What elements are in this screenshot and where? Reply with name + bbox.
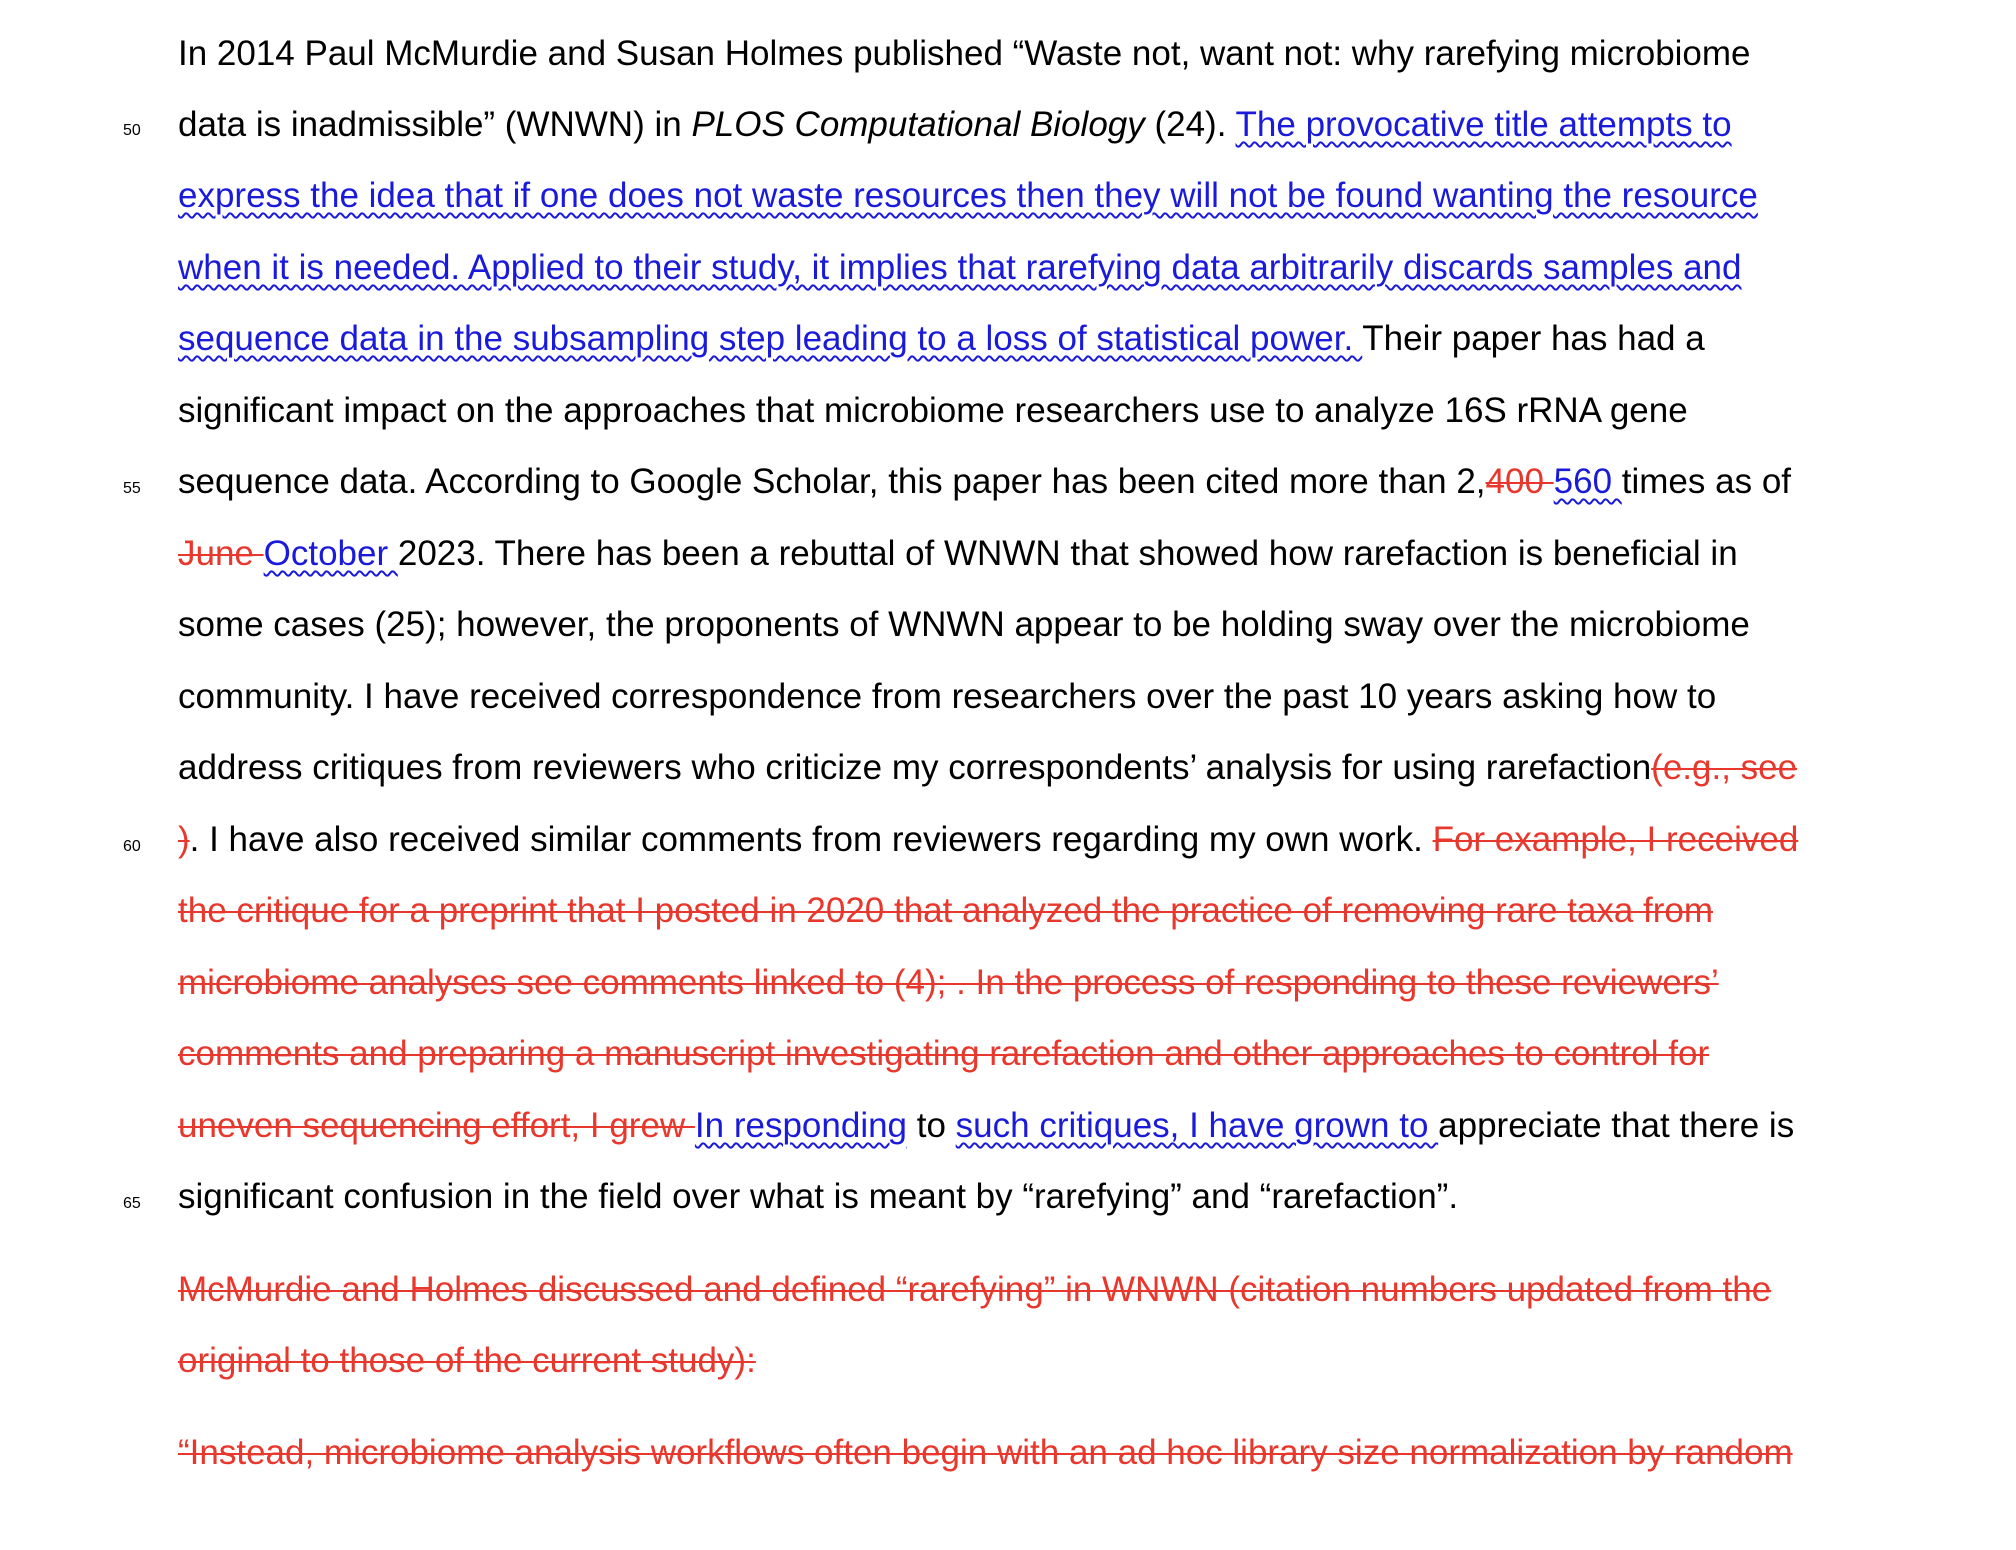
text-run: times as of bbox=[1621, 462, 1792, 501]
text-line-2 bbox=[178, 103, 1732, 147]
text-line-18 bbox=[178, 1268, 1771, 1312]
text-line-17 bbox=[178, 1175, 1458, 1219]
text-line-13 bbox=[178, 889, 1713, 933]
text-run: 2023. There has been a rebuttal of WNWN that showed how rarefaction is beneficial in bbox=[397, 534, 1738, 573]
line-number-65: 65 bbox=[123, 1195, 141, 1212]
journal-title: PLOS Computational Biology bbox=[691, 105, 1145, 144]
deleted-text[interactable]: “Instead, microbiome analysis workflows often begin with an ad hoc library size normalization by random bbox=[178, 1433, 1793, 1472]
text-run: some cases (25); however, the proponents of WNWN appear to be holding sway over the microbiome bbox=[178, 605, 1750, 644]
deleted-text[interactable]: 400 bbox=[1485, 462, 1554, 501]
text-line-12 bbox=[178, 818, 1798, 862]
inserted-text[interactable]: In responding bbox=[694, 1106, 908, 1145]
inserted-text[interactable]: express the idea that if one does not waste resources then they will not be found wanting the resource bbox=[178, 176, 1758, 215]
deleted-text[interactable]: McMurdie and Holmes discussed and defined “rarefying” in WNWN (citation numbers updated from the bbox=[178, 1270, 1772, 1309]
deleted-text[interactable]: (e.g., see bbox=[1651, 748, 1798, 787]
text-line-11 bbox=[178, 746, 1797, 790]
deleted-text[interactable]: For example, I received bbox=[1432, 820, 1799, 859]
text-line-10 bbox=[178, 675, 1716, 719]
inserted-text[interactable]: such critiques, I have grown to bbox=[955, 1106, 1439, 1145]
text-run: address critiques from reviewers who criticize my correspondents’ analysis for using rarefaction bbox=[178, 748, 1652, 787]
text-run: to bbox=[907, 1106, 956, 1145]
deleted-text[interactable]: uneven sequencing effort, I grew bbox=[178, 1106, 695, 1145]
line-number-50: 50 bbox=[123, 122, 141, 139]
inserted-text[interactable]: October bbox=[263, 534, 398, 573]
text-line-6 bbox=[178, 389, 1688, 433]
text-run: significant confusion in the field over what is meant by “rarefying” and “rarefaction”. bbox=[178, 1177, 1459, 1216]
text-line-3 bbox=[178, 174, 1758, 218]
line-number-60: 60 bbox=[123, 838, 141, 855]
inserted-text[interactable]: 560 bbox=[1553, 462, 1622, 501]
deleted-text[interactable]: original to those of the current study): bbox=[178, 1341, 756, 1380]
deleted-text[interactable]: the critique for a preprint that I posted in 2020 that analyzed the practice of removing rare taxa from bbox=[178, 891, 1714, 930]
deleted-text[interactable]: microbiome analyses see comments linked to (4); . In the process of responding to these reviewers’ bbox=[178, 963, 1719, 1002]
text-line-1 bbox=[178, 32, 1751, 76]
text-line-19 bbox=[178, 1339, 756, 1383]
text-line-7 bbox=[178, 460, 1791, 504]
deleted-text[interactable]: ) bbox=[178, 820, 190, 859]
text-run: Their paper has had a bbox=[1362, 319, 1705, 358]
text-run: sequence data. According to Google Scholar, this paper has been cited more than 2, bbox=[178, 462, 1486, 501]
text-run: community. I have received correspondence from researchers over the past 10 years asking how to bbox=[178, 677, 1717, 716]
text-line-4 bbox=[178, 246, 1741, 290]
text-line-14 bbox=[178, 961, 1719, 1005]
text-line-9 bbox=[178, 603, 1750, 647]
text-line-5 bbox=[178, 317, 1705, 361]
text-run: data is inadmissible” (WNWN) in bbox=[178, 105, 692, 144]
text-run: significant impact on the approaches that microbiome researchers use to analyze 16S rRNA gene bbox=[178, 391, 1688, 430]
text-run: appreciate that there is bbox=[1438, 1106, 1795, 1145]
text-run: (24). bbox=[1144, 105, 1236, 144]
deleted-text[interactable]: comments and preparing a manuscript investigating rarefaction and other approaches to control for bbox=[178, 1034, 1710, 1073]
line-number-55: 55 bbox=[123, 480, 141, 497]
inserted-text[interactable]: when it is needed. Applied to their study, it implies that rarefying data arbitrarily discards samples and bbox=[178, 248, 1742, 287]
deleted-text[interactable]: June bbox=[178, 534, 264, 573]
text-run: In 2014 Paul McMurdie and Susan Holmes published “Waste not, want not: why rarefying microbiome bbox=[178, 34, 1751, 73]
text-run: . I have also received similar comments from reviewers regarding my own work. bbox=[189, 820, 1433, 859]
inserted-text[interactable]: The provocative title attempts to bbox=[1235, 105, 1732, 144]
inserted-text[interactable]: sequence data in the subsampling step leading to a loss of statistical power. bbox=[178, 319, 1363, 358]
text-line-16 bbox=[178, 1104, 1794, 1148]
text-line-15 bbox=[178, 1032, 1709, 1076]
text-line-20 bbox=[178, 1431, 1793, 1475]
text-line-8 bbox=[178, 532, 1738, 576]
